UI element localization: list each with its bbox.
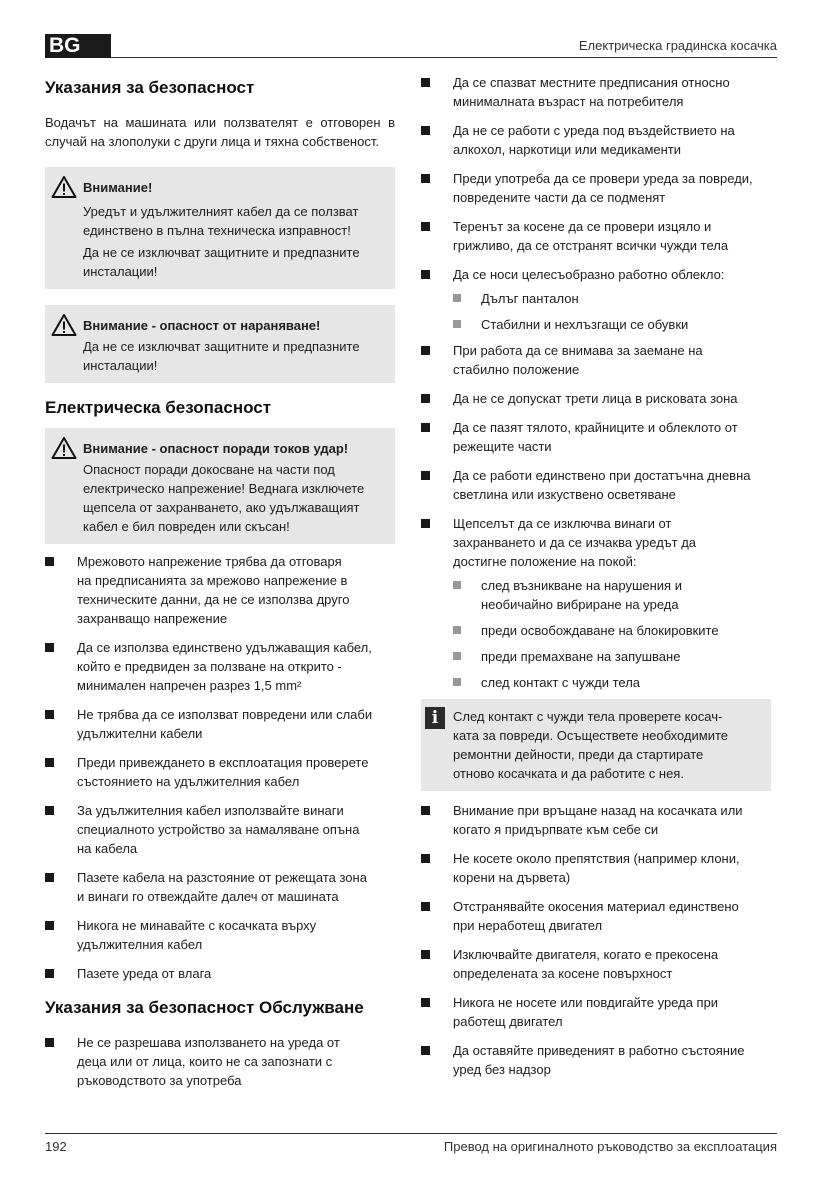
footer-rule <box>45 1133 777 1134</box>
list-item <box>421 514 771 692</box>
bullet-square <box>421 998 430 1007</box>
list-item-line: Да се носи целесъобразно работно облекло: <box>453 267 725 282</box>
list-item <box>45 705 395 743</box>
warning-line: инсталации! <box>83 358 158 373</box>
list-item-line: удължителния кабел <box>77 937 203 952</box>
list-item-line: уред без надзор <box>453 1062 551 1077</box>
list-item-line: работещ двигател <box>453 1014 563 1029</box>
list-item <box>45 801 395 858</box>
list-item-line: Да се използва единствено удължаващия кабел, <box>77 640 372 655</box>
bullet-square <box>421 174 430 183</box>
sub-list-item-line: необичайно вибриране на уреда <box>481 597 679 612</box>
list-item <box>421 121 771 159</box>
list-item <box>421 418 771 456</box>
list-item <box>421 1041 771 1079</box>
sub-list-item-text: Дълъг панталон <box>481 291 579 306</box>
standstill-sub-list <box>453 576 771 692</box>
bullet-square <box>45 557 54 566</box>
warning-title: Внимание - опасност от нараняване! <box>83 317 321 333</box>
info-box <box>421 699 771 791</box>
list-item-line: корени на дървета) <box>453 870 571 885</box>
list-item <box>45 753 395 791</box>
list-item-line: Мрежовото напрежение трябва да отговаря <box>77 554 342 569</box>
bullet-square <box>421 519 430 528</box>
right-bullet-list-c <box>421 801 771 1079</box>
list-item-line: ръководството за употреба <box>77 1073 242 1088</box>
list-item <box>45 964 395 983</box>
warning-line: щепсела от захранването, ако удължаващият <box>83 500 360 515</box>
list-item-line: минималната възраст на потребителя <box>453 94 684 109</box>
bullet-square <box>45 921 54 930</box>
sub-list-item <box>453 647 771 666</box>
list-item-line: Да не се работи с уреда под въздействието на <box>453 123 735 138</box>
list-item-line: на предписанията за мрежово напрежение в <box>77 573 348 588</box>
list-item-line: повредените части да се подменят <box>453 190 666 205</box>
list-item-line: Да се спазват местните предписания относно <box>453 75 730 90</box>
sub-bullet-square <box>453 652 461 660</box>
list-item <box>421 265 771 334</box>
bullet-square <box>421 902 430 911</box>
list-item <box>421 466 771 504</box>
bullet-square <box>45 806 54 815</box>
info-line: След контакт с чужди тела проверете косач- <box>453 709 723 724</box>
bullet-square <box>421 346 430 355</box>
list-item-line: Изключвайте двигателя, когато е прекосена <box>453 947 719 962</box>
list-item <box>421 897 771 935</box>
header-title: Електрическа градинска косачка <box>578 38 777 53</box>
sub-list-item <box>453 289 771 308</box>
list-item-line: състоянието на удължителния кабел <box>77 774 300 789</box>
list-item-line: техническите данни, да не се използва друго <box>77 592 350 607</box>
warning-box-electric-shock <box>45 428 395 544</box>
list-item <box>45 1033 395 1090</box>
list-item-line: определената за косене повърхност <box>453 966 673 981</box>
left-column <box>45 73 395 1090</box>
list-item-line: Да се работи единствено при достатъчна дневна <box>453 468 751 483</box>
list-item-line: грижливо, да се отстранят всички чужди тела <box>453 238 729 253</box>
warning-line: кабел е бил повреден или скъсан! <box>83 519 290 534</box>
list-item-line: стабилно положение <box>453 362 580 377</box>
warning-triangle-icon <box>51 313 77 337</box>
list-item-line: Никога не минавайте с косачката върху <box>77 918 317 933</box>
sub-bullet-square <box>453 320 461 328</box>
list-item-line: режещите части <box>453 439 552 454</box>
warning-triangle-icon <box>51 436 77 460</box>
list-item-line: специалното устройство за намаляване опъна <box>77 822 360 837</box>
list-item-line: Пазете уреда от влага <box>77 966 212 981</box>
list-item-line: алкохол, наркотици или медикаменти <box>453 142 682 157</box>
sub-list-item <box>453 673 771 692</box>
right-column <box>421 73 771 1079</box>
list-item-line: Теренът за косене да се провери изцяло и <box>453 219 712 234</box>
bullet-square <box>421 423 430 432</box>
bullet-square <box>45 969 54 978</box>
list-item-line: За удължителния кабел използвайте винаги <box>77 803 344 818</box>
list-item-line: Да се пазят тялото, крайниците и облеклото от <box>453 420 738 435</box>
sub-list-item-text: Стабилни и нехлъзгащи се обувки <box>481 317 689 332</box>
list-item-line: Не трябва да се използват повредени или слаби <box>77 707 373 722</box>
warning-title: Внимание! <box>83 179 153 195</box>
warning-line: инсталации! <box>83 264 158 279</box>
warning-line: Уредът и удължителният кабел да се ползват <box>83 204 359 219</box>
sub-list-item-line: след контакт с чужди тела <box>481 675 641 690</box>
list-item-line: Щепселът да се изключва винаги от <box>453 516 672 531</box>
bullet-square <box>421 1046 430 1055</box>
warning-line: единствено в пълна техническа изправност! <box>83 223 351 238</box>
warning-line: Да не се изключват защитните и предпазните <box>83 245 360 260</box>
warning-box-general <box>45 167 395 289</box>
page-number: 192 <box>45 1139 67 1154</box>
warning-line: Опасност поради докосване на части под <box>83 462 335 477</box>
list-item-line: захранването и да се изчаква уредът да <box>453 535 697 550</box>
list-item-line: при неработещ двигател <box>453 918 603 933</box>
list-item <box>421 801 771 839</box>
list-item <box>45 868 395 906</box>
list-item <box>45 916 395 954</box>
list-item-line: При работа да се внимава за заемане на <box>453 343 703 358</box>
list-item-line: Да не се допускат трети лица в рисковата зона <box>453 391 738 406</box>
bullet-square <box>421 270 430 279</box>
bullet-square <box>45 643 54 652</box>
heading-operation-safety: Указания за безопасност Обслужване <box>45 998 364 1017</box>
bullet-square <box>421 222 430 231</box>
info-icon: i <box>425 707 445 729</box>
sub-bullet-square <box>453 294 461 302</box>
footer-text: Превод на оригиналното ръководство за експлоатация <box>443 1139 777 1154</box>
list-item-line: Преди употреба да се провери уреда за повреди, <box>453 171 753 186</box>
operation-bullet-list <box>45 1033 395 1090</box>
list-item <box>45 552 395 628</box>
list-item-line: светлина или изкуствено осветяване <box>453 487 676 502</box>
list-item-line: минимален напречен разрез 1,5 mm² <box>77 678 302 693</box>
list-item <box>421 341 771 379</box>
list-item-line: Преди привеждането в експлоатация проверете <box>77 755 369 770</box>
electrical-bullet-list <box>45 552 395 983</box>
list-item-line: Не се разрешава използването на уреда от <box>77 1035 340 1050</box>
sub-bullet-square <box>453 678 461 686</box>
warning-title: Внимание - опасност поради токов удар! <box>83 440 349 456</box>
info-line: отново косачката и да работите с нея. <box>453 766 684 781</box>
sub-list-item-line: преди премахване на запушване <box>481 649 681 664</box>
list-item <box>421 945 771 983</box>
info-line: ката за повреди. Осъществете необходимите <box>453 728 729 743</box>
sub-bullet-square <box>453 581 461 589</box>
list-item <box>421 73 771 111</box>
clothing-sub-list <box>453 289 771 334</box>
bullet-square <box>421 126 430 135</box>
bullet-square <box>421 471 430 480</box>
list-item-line: когато я придърпвате към себе си <box>453 822 659 837</box>
list-item-line: Пазете кабела на разстояние от режещата зона <box>77 870 367 885</box>
list-item-line: Внимание при връщане назад на косачката или <box>453 803 743 818</box>
list-item-line: достигне положение на покой: <box>453 554 637 569</box>
bullet-square <box>45 1038 54 1047</box>
list-item-line: удължителни кабели <box>77 726 203 741</box>
sub-list-item-line: преди освобождаване на блокировките <box>481 623 719 638</box>
intro-paragraph: Водачът на машината или ползвателят е отговорен в случай на злополуки с други лица и тяхна собственост. <box>45 115 395 149</box>
sub-list-item <box>453 621 771 640</box>
bullet-square <box>421 950 430 959</box>
warning-triangle-icon <box>51 175 77 199</box>
list-item-line: Да оставяйте приведеният в работно състояние <box>453 1043 745 1058</box>
bullet-square <box>421 78 430 87</box>
list-item <box>421 849 771 887</box>
bullet-square <box>421 854 430 863</box>
list-item <box>421 217 771 255</box>
warning-box-injury <box>45 305 395 383</box>
list-item-line: на кабела <box>77 841 138 856</box>
list-item <box>421 993 771 1031</box>
sub-list-item <box>453 315 771 334</box>
language-badge: BG <box>45 34 111 58</box>
list-item-line: Не косете около препятствия (например клони, <box>453 851 740 866</box>
heading-electrical-safety: Електрическа безопасност <box>45 398 272 417</box>
heading-safety: Указания за безопасност <box>45 78 255 97</box>
list-item <box>45 638 395 695</box>
list-item-line: и винаги го отвеждайте далеч от машината <box>77 889 339 904</box>
bullet-square <box>45 758 54 767</box>
header-rule <box>111 57 777 58</box>
bullet-square <box>45 873 54 882</box>
list-item-line: захранващо напрежение <box>77 611 228 626</box>
list-item-line: Никога не носете или повдигайте уреда при <box>453 995 719 1010</box>
bullet-square <box>421 806 430 815</box>
warning-line: електрическо напрежение! Веднага изключете <box>83 481 365 496</box>
list-item <box>421 389 771 408</box>
list-item <box>421 169 771 207</box>
sub-list-item-line: след възникване на нарушения и <box>481 578 682 593</box>
sub-list-item <box>453 576 771 614</box>
list-item-line: Отстранявайте окосения материал единствено <box>453 899 739 914</box>
sub-bullet-square <box>453 626 461 634</box>
info-line: ремонтни дейности, преди да стартирате <box>453 747 704 762</box>
bullet-square <box>421 394 430 403</box>
warning-line: Да не се изключват защитните и предпазните <box>83 339 360 354</box>
list-item-line: който е предвиден за ползване на открито - <box>77 659 342 674</box>
bullet-square <box>45 710 54 719</box>
right-bullet-list-a <box>421 73 771 692</box>
list-item-line: деца или от лица, които не са запознати с <box>77 1054 333 1069</box>
